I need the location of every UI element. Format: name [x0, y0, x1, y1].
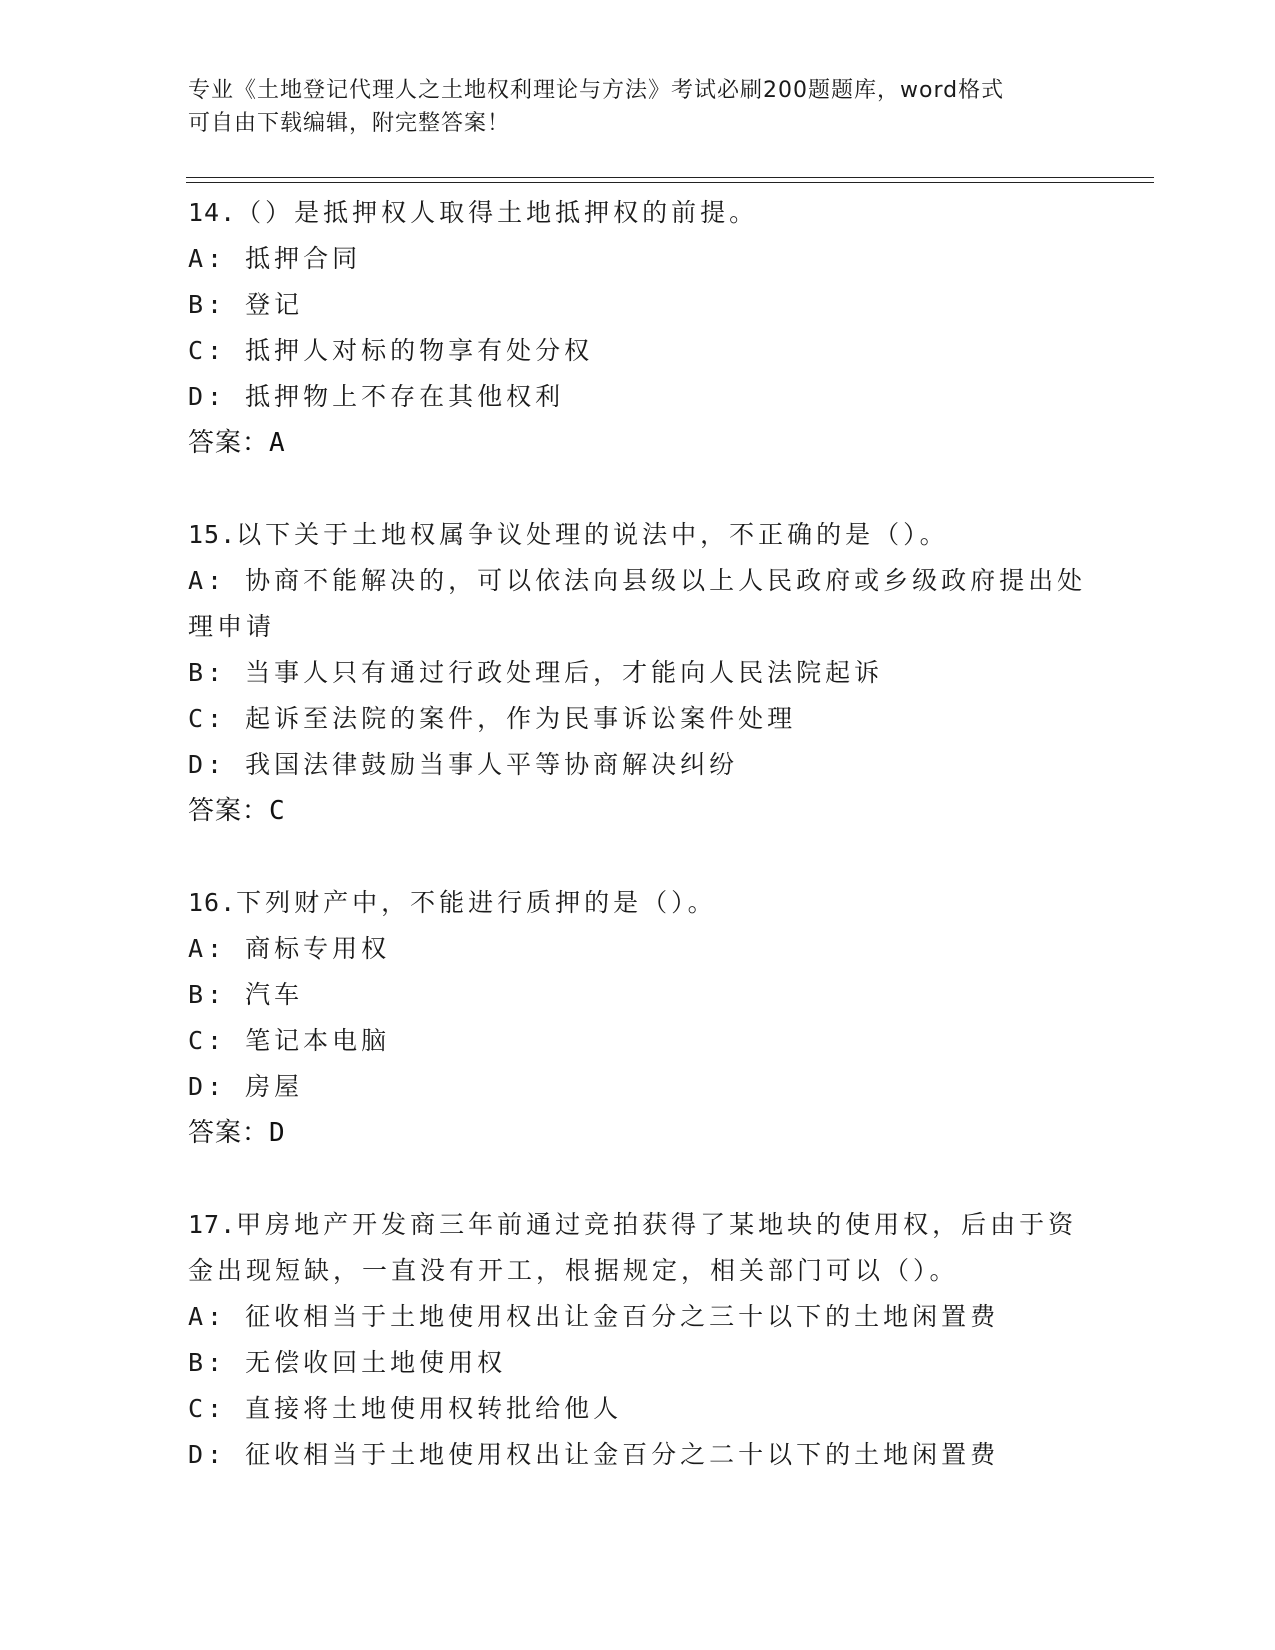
question-number: 17.	[188, 1210, 237, 1239]
header-divider-top	[186, 177, 1154, 178]
option-d: D: 房屋	[188, 1072, 304, 1101]
option-a: A: 协商不能解决的，可以依法向县级以上人民政府或乡级政府提出处理申请	[188, 566, 1087, 641]
answer-label: 答案：	[188, 1118, 270, 1148]
option-b: B: 登记	[188, 290, 304, 319]
answer-line	[188, 420, 1088, 466]
header-divider-bottom	[186, 182, 1154, 183]
question-14	[188, 190, 1088, 466]
answer-value: D	[269, 1118, 286, 1148]
answer-line	[188, 1110, 1088, 1156]
question-stem	[188, 880, 1088, 926]
option-a: A: 征收相当于土地使用权出让金百分之三十以下的土地闲置费	[188, 1302, 1000, 1331]
option-b: B: 无偿收回土地使用权	[188, 1348, 507, 1377]
option-a: A: 商标专用权	[188, 934, 391, 963]
question-stem	[188, 190, 1088, 236]
question-17	[188, 1202, 1088, 1478]
question-number: 16.	[188, 888, 237, 917]
question-stem	[188, 512, 1088, 558]
question-number: 15.	[188, 520, 237, 549]
option-c: C: 直接将土地使用权转批给他人	[188, 1394, 623, 1423]
question-text: 下列财产中，不能进行质押的是（）。	[236, 888, 717, 917]
question-16	[188, 880, 1088, 1156]
answer-label: 答案：	[188, 428, 270, 458]
question-text: 以下关于土地权属争议处理的说法中，不正确的是（）。	[236, 520, 949, 549]
header-title-line-2: 可自由下载编辑，附完整答案！	[188, 111, 511, 136]
question-text: （）是抵押权人取得土地抵押权的前提。	[236, 198, 759, 227]
option-b: B: 当事人只有通过行政处理后，才能向人民法院起诉	[188, 658, 884, 687]
answer-value: A	[269, 428, 286, 458]
option-c: C: 起诉至法院的案件，作为民事诉讼案件处理	[188, 704, 797, 733]
option-b: B: 汽车	[188, 980, 304, 1009]
answer-line	[188, 788, 1088, 834]
document-header	[188, 74, 1068, 140]
option-d: D: 我国法律鼓励当事人平等协商解决纠纷	[188, 750, 739, 779]
option-d: D: 征收相当于土地使用权出让金百分之二十以下的土地闲置费	[188, 1440, 1000, 1469]
option-c: C: 笔记本电脑	[188, 1026, 391, 1055]
question-list	[188, 190, 1088, 1524]
question-number: 14.	[188, 198, 237, 227]
answer-value: C	[269, 796, 286, 826]
question-15	[188, 512, 1088, 834]
header-title-line-1: 专业《土地登记代理人之土地权利理论与方法》考试必刷200题题库，word格式	[188, 78, 1005, 103]
option-d: D: 抵押物上不存在其他权利	[188, 382, 565, 411]
question-stem	[188, 1202, 1088, 1294]
option-c: C: 抵押人对标的物享有处分权	[188, 336, 594, 365]
answer-label: 答案：	[188, 796, 270, 826]
question-text: 甲房地产开发商三年前通过竞拍获得了某地块的使用权，后由于资金出现短缺，一直没有开工，根据规定，相关部门可以（）。	[188, 1210, 1078, 1285]
option-a: A: 抵押合同	[188, 244, 362, 273]
